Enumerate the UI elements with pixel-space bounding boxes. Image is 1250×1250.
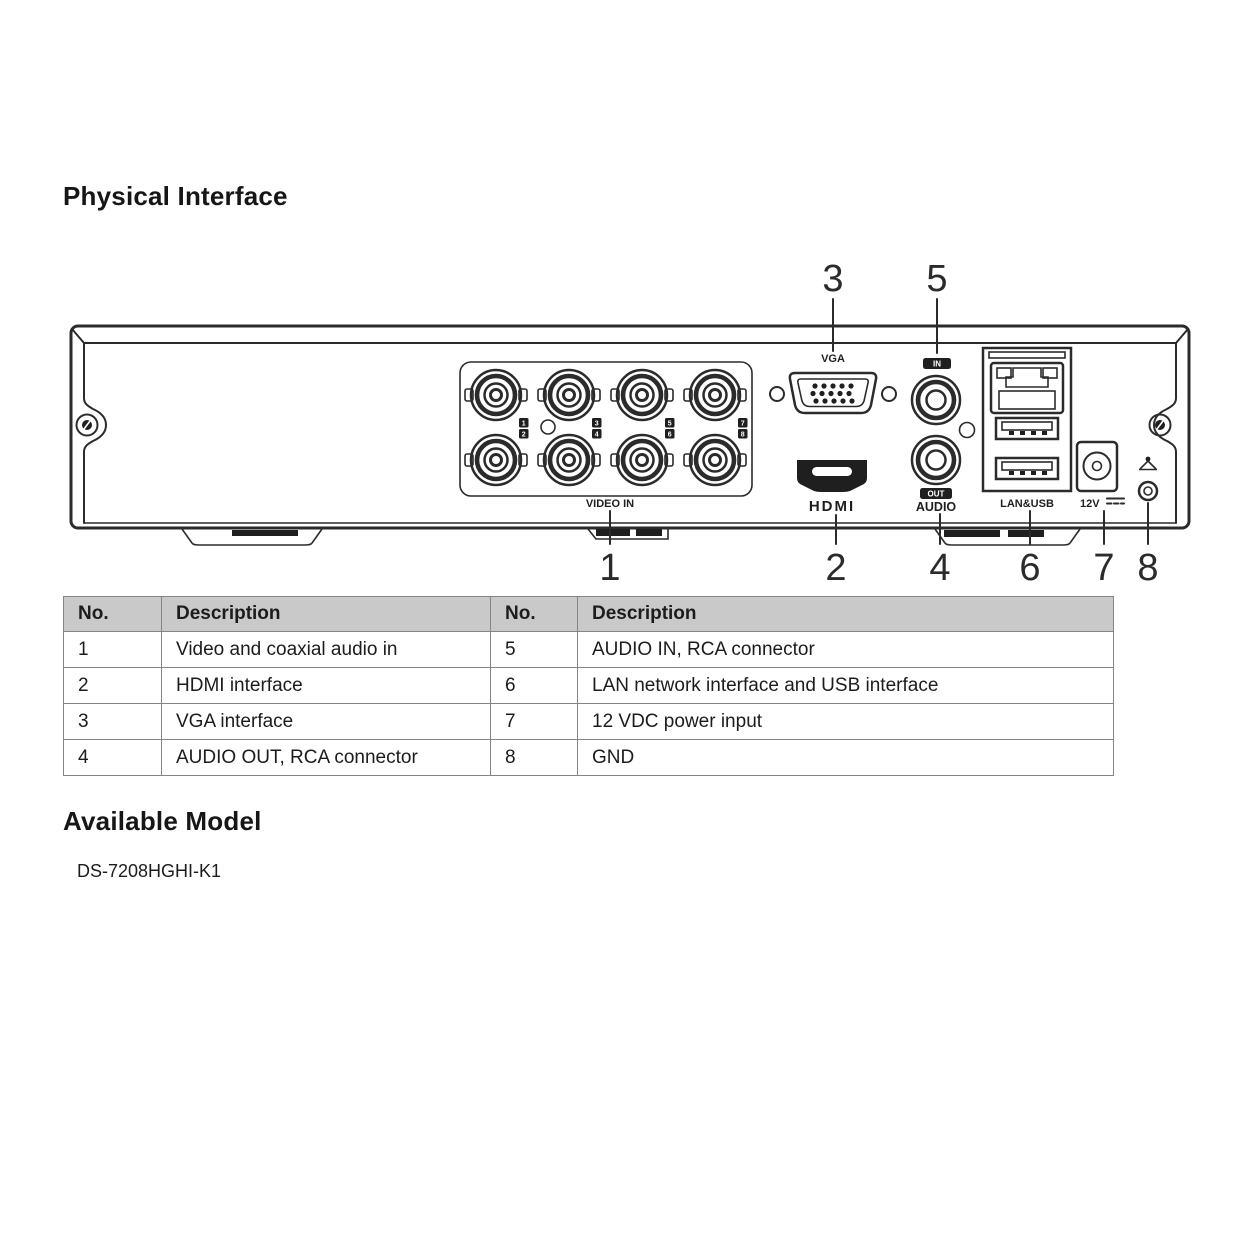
svg-text:2: 2 [521, 431, 526, 439]
vga-port [770, 353, 896, 413]
bnc-connector-5 [611, 370, 673, 420]
table-row [64, 668, 1114, 704]
video-in-group [460, 362, 752, 510]
callout-2 [825, 515, 846, 589]
page-title: Physical Interface [63, 181, 288, 211]
power-jack [1077, 442, 1124, 510]
svg-text:5: 5 [667, 420, 672, 428]
bnc-connector-6 [611, 435, 673, 485]
rj45-port [991, 363, 1063, 413]
svg-text:7: 7 [740, 420, 745, 428]
table-row [64, 704, 1114, 740]
audio-rca-group [912, 358, 975, 514]
svg-text:5: 5 [926, 258, 948, 300]
header-desc-left: Description [162, 597, 491, 632]
svg-text:3: 3 [594, 420, 599, 428]
bnc-connector-7 [684, 370, 746, 420]
svg-text:4: 4 [929, 547, 951, 589]
panel-screw-right [1150, 415, 1171, 436]
cell-no: 2 [64, 668, 162, 704]
vga-pins [810, 383, 854, 403]
cell-desc: AUDIO IN, RCA connector [578, 632, 1114, 668]
svg-text:2: 2 [825, 547, 847, 589]
vga-label: VGA [821, 353, 845, 365]
hdmi-port [797, 460, 867, 515]
audio-out-label: OUT [927, 489, 945, 499]
cell-no: 8 [491, 740, 578, 776]
table-row [64, 740, 1114, 776]
audio-in-label: IN [933, 359, 941, 369]
cell-no: 1 [64, 632, 162, 668]
bnc-connector-3 [538, 370, 600, 420]
header-no-right: No. [491, 597, 578, 632]
header-desc-right: Description [578, 597, 1114, 632]
ground-symbol-icon [1139, 457, 1157, 470]
cell-desc: AUDIO OUT, RCA connector [162, 740, 491, 776]
lan-usb-block [983, 348, 1071, 510]
bnc-connector-8 [684, 435, 746, 485]
header-no-left: No. [64, 597, 162, 632]
cell-no: 6 [491, 668, 578, 704]
table-row [64, 632, 1114, 668]
svg-text:1: 1 [521, 420, 526, 428]
cell-desc: Video and coaxial audio in [162, 632, 491, 668]
panel-screw-left [77, 415, 98, 436]
chassis-feet [182, 529, 1080, 545]
callout-3 [822, 258, 843, 351]
svg-text:8: 8 [740, 431, 745, 439]
rca-in-jack [912, 376, 960, 424]
svg-text:6: 6 [1019, 547, 1041, 589]
lan-usb-label: LAN&USB [1000, 498, 1054, 510]
svg-text:4: 4 [594, 431, 599, 439]
svg-text:7: 7 [1093, 547, 1115, 589]
hdmi-label: HDMI [808, 498, 856, 515]
physical-interface-diagram [0, 255, 1250, 605]
rca-out-jack [912, 436, 960, 484]
bnc-connector-1 [465, 370, 527, 420]
callout-4 [929, 514, 950, 589]
svg-text:6: 6 [667, 431, 672, 439]
cell-desc: 12 VDC power input [578, 704, 1114, 740]
table-header-row [64, 597, 1114, 632]
svg-text:3: 3 [822, 258, 844, 300]
video-in-label: VIDEO IN [585, 498, 635, 510]
callout-8 [1137, 503, 1158, 589]
audio-panel-screw [960, 423, 975, 438]
interface-description-table [63, 596, 1114, 776]
cell-no: 4 [64, 740, 162, 776]
power-label: 12V [1080, 498, 1100, 510]
model-number: DS-7208HGHI-K1 [77, 861, 222, 881]
cell-desc: VGA interface [162, 704, 491, 740]
available-model-title: Available Model [63, 806, 262, 836]
cell-desc: HDMI interface [162, 668, 491, 704]
svg-text:8: 8 [1137, 547, 1159, 589]
audio-label: AUDIO [915, 500, 957, 514]
cell-no: 7 [491, 704, 578, 740]
gnd-terminal [1139, 457, 1157, 500]
usb-port-1 [996, 418, 1058, 439]
cell-desc: LAN network interface and USB interface [578, 668, 1114, 704]
usb-port-2 [996, 458, 1058, 479]
cell-no: 3 [64, 704, 162, 740]
bnc-panel-screw [541, 420, 555, 434]
dc-symbol-icon [1107, 499, 1124, 504]
bnc-connector-4 [538, 435, 600, 485]
gnd-screw [1139, 482, 1157, 500]
callout-5 [926, 258, 947, 353]
cell-desc: GND [578, 740, 1114, 776]
cell-no: 5 [491, 632, 578, 668]
svg-text:1: 1 [599, 547, 621, 589]
bnc-connector-2 [465, 435, 527, 485]
